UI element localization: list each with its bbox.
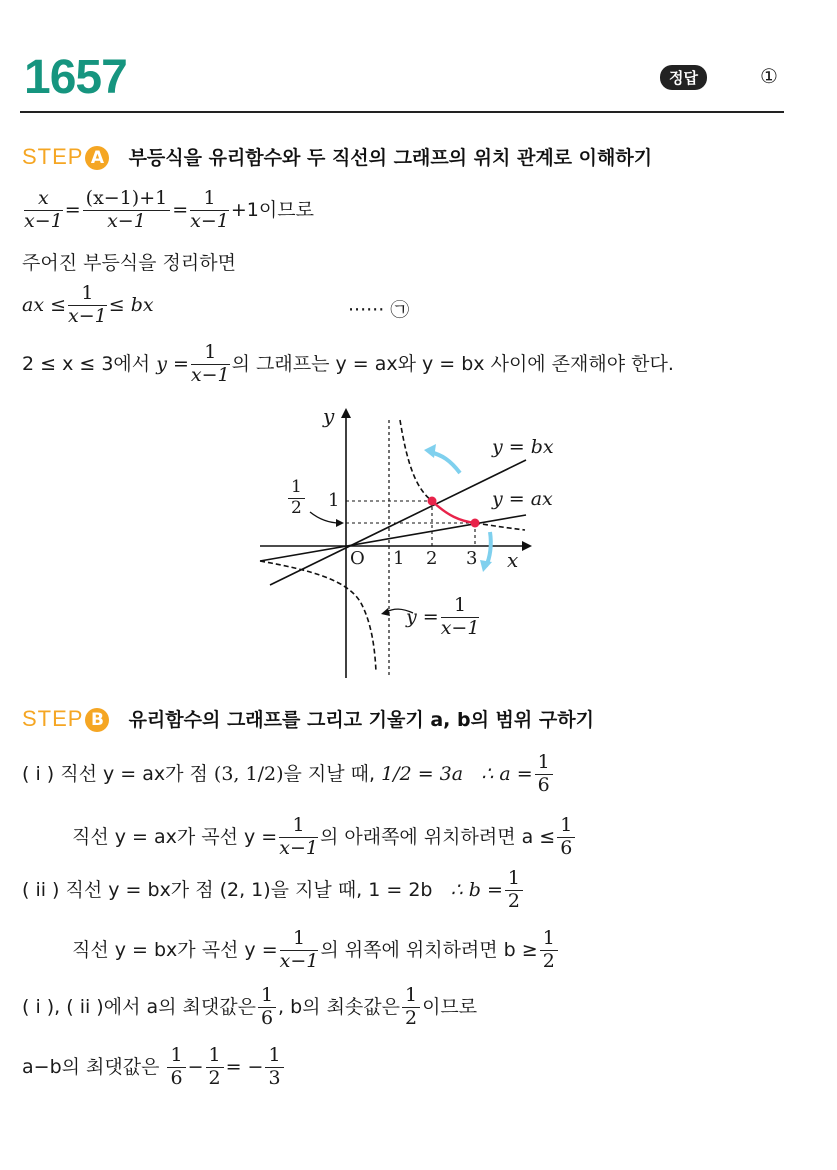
case-tag: ( i ): [22, 762, 55, 785]
frac-num: 1: [258, 985, 276, 1008]
conclusion-line-2: [22, 1045, 286, 1090]
frac-den: x−1: [440, 616, 480, 639]
range-text: 2 ≤ x ≤ 3에서: [22, 352, 151, 375]
text: 직선 y = ax가 곡선 y =: [72, 825, 278, 848]
frac-den: 2: [542, 949, 555, 972]
ineq-left: ax ≤: [22, 293, 67, 316]
line-a-label: y = ax: [492, 488, 553, 510]
frac-den: 6: [260, 1006, 274, 1029]
line-b-label: y = bx: [492, 436, 554, 458]
y-eq: y =: [406, 605, 439, 628]
frac-den: x−1: [24, 209, 63, 232]
frac-num: 1: [288, 478, 305, 499]
step-b-badge: B: [85, 708, 109, 732]
frac-num: 1: [68, 283, 107, 306]
step-a-heading: [22, 143, 652, 170]
frac-num: 1: [167, 1045, 185, 1068]
frac-num: 1: [190, 188, 229, 211]
text: 직선 y = bx가 곡선 y =: [72, 938, 278, 961]
frac-den: x−1: [190, 363, 230, 386]
frac-den: x−1: [279, 949, 319, 972]
case-i-line-1: [22, 752, 555, 797]
text-line-2: 주어진 부등식을 정리하면: [22, 252, 236, 274]
equals: = −: [225, 1055, 264, 1078]
frac-den: x−1: [190, 209, 229, 232]
step-label: STEP: [22, 706, 84, 731]
origin-label: O: [350, 548, 365, 569]
problem-number: 1657: [24, 51, 127, 104]
y-axis-label: y: [323, 404, 335, 428]
frac-num: 1: [279, 815, 318, 838]
text: ( i ), ( ii )에서 a의 최댓값은: [22, 995, 256, 1018]
frac-num: 1: [535, 752, 553, 775]
therefore: ∴ b =: [450, 878, 503, 901]
x-tick-3: 3: [466, 548, 478, 569]
frac-num: 1: [540, 928, 558, 951]
frac-den: 2: [291, 497, 302, 518]
frac-den: 3: [268, 1066, 281, 1089]
frac-den: 6: [560, 836, 573, 859]
frac-num: x: [24, 188, 63, 211]
frac-den: x−1: [279, 836, 318, 859]
text: 직선 y = bx가 점 (2, 1)을 지날 때, 1 = 2b: [65, 878, 433, 901]
inequality: [22, 282, 410, 328]
text: 이므로: [422, 995, 478, 1018]
half-label: [286, 478, 307, 518]
case-ii-line-1: [22, 868, 525, 913]
frac-num: 1: [441, 595, 480, 618]
case-i-line-2: [72, 815, 577, 860]
step-b-heading: [22, 705, 594, 732]
eq-marker: ······ ㉠: [348, 299, 410, 321]
ineq-right: ≤ bx: [108, 293, 154, 316]
text: a−b의 최댓값은: [22, 1055, 160, 1078]
header-divider: [20, 111, 784, 113]
conclusion-line-1: [22, 985, 477, 1030]
curve-label: [406, 595, 481, 640]
line4-post: 의 그래프는 y = ax와 y = bx 사이에 존재해야 한다.: [231, 352, 674, 375]
minus: −: [187, 1055, 204, 1078]
x-tick-2: 2: [426, 548, 438, 569]
frac-den: 6: [170, 1066, 183, 1089]
x-tick-1: 1: [393, 548, 405, 569]
frac-num: 1: [402, 985, 420, 1008]
step-b-title: 유리함수의 그래프를 그리고 기울기 a, b의 범위 구하기: [128, 709, 594, 731]
text: 직선 y = ax가 점: [60, 762, 208, 785]
frac-num: 1: [557, 815, 575, 838]
equals: =: [64, 198, 81, 221]
frac-num: 1: [206, 1045, 224, 1068]
text: 의 아래쪽에 위치하려면 a ≤: [319, 825, 556, 848]
x-axis-label: x: [507, 548, 519, 572]
frac-num: 1: [191, 342, 230, 365]
y-eq: y =: [156, 352, 189, 375]
frac-num: 1: [265, 1045, 283, 1068]
step-a-badge: A: [85, 146, 109, 170]
frac-den: 6: [537, 773, 550, 796]
frac-num: 1: [280, 928, 319, 951]
frac-num: 1: [505, 868, 523, 891]
frac-den: x−1: [68, 304, 107, 327]
frac-den: 2: [507, 889, 520, 912]
answer-value: ①: [760, 64, 778, 88]
step-a-title: 부등식을 유리함수와 두 직선의 그래프의 위치 관계로 이해하기: [128, 147, 653, 169]
y-tick-1: 1: [328, 490, 340, 511]
equation: 1/2 = 3a: [381, 762, 464, 785]
answer-badge: 정답: [660, 65, 707, 90]
text: 의 위쪽에 위치하려면 b ≥: [320, 938, 538, 961]
equation-1: [22, 188, 314, 233]
case-tag: ( ii ): [22, 878, 60, 901]
frac-den: 2: [208, 1066, 221, 1089]
eq-tail: +1이므로: [230, 198, 314, 221]
frac-den: x−1: [107, 209, 146, 232]
step-label: STEP: [22, 144, 84, 169]
case-ii-line-2: [72, 928, 560, 973]
therefore: ∴ a =: [481, 762, 533, 785]
point: (3, 1/2): [213, 762, 284, 785]
text: , b의 최솟값은: [278, 995, 400, 1018]
text: 을 지날 때,: [283, 762, 376, 785]
frac-den: 2: [404, 1006, 418, 1029]
equals: =: [172, 198, 189, 221]
frac-num: (x−1)+1: [83, 188, 171, 211]
text-line-4: [22, 342, 674, 387]
